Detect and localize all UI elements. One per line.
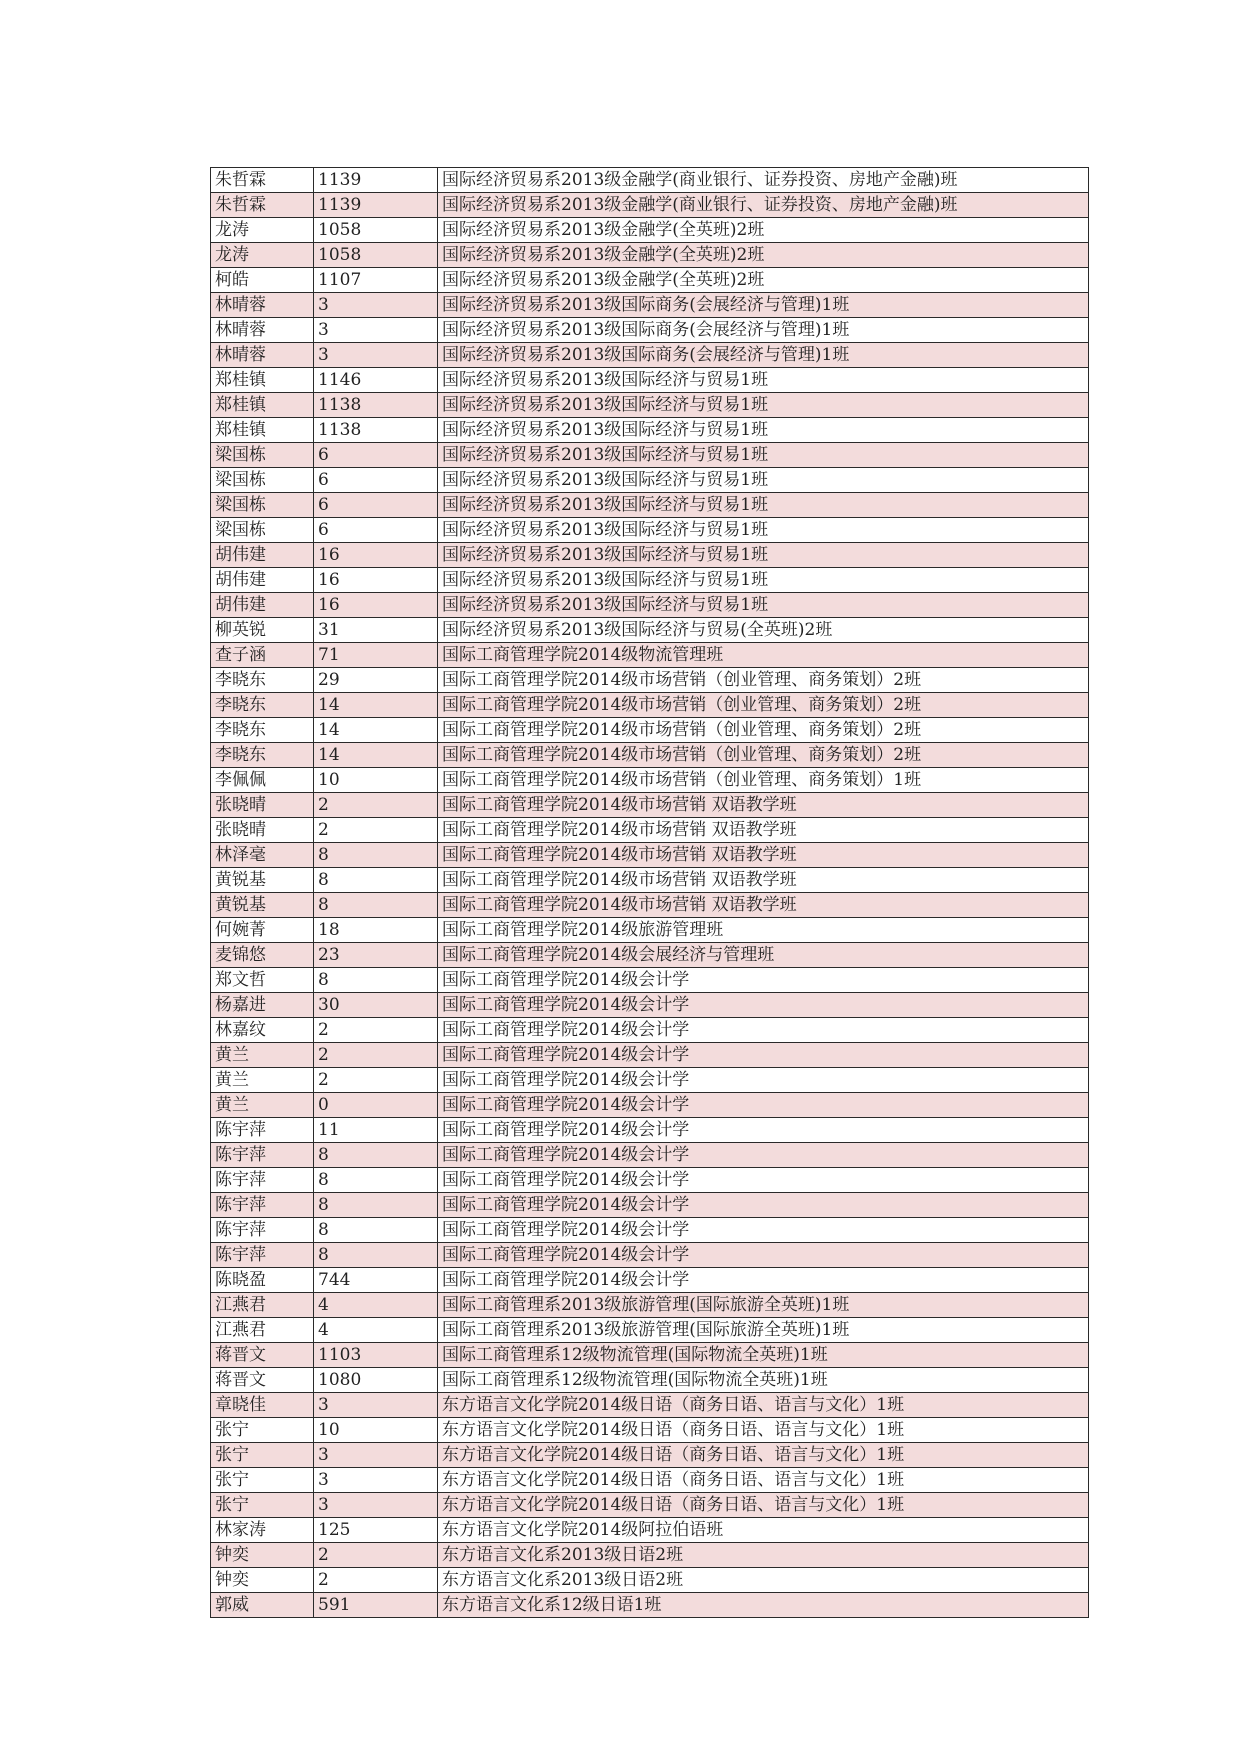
class-cell: 国际经济贸易系2013级国际经济与贸易1班 xyxy=(438,468,1089,493)
class-cell: 国际工商管理学院2014级会计学 xyxy=(438,1193,1089,1218)
name-cell: 龙涛 xyxy=(211,218,314,243)
table-row xyxy=(211,1593,1089,1618)
number-cell: 3 xyxy=(314,1468,438,1493)
name-cell: 杨嘉进 xyxy=(211,993,314,1018)
name-cell: 张宁 xyxy=(211,1443,314,1468)
name-cell: 李晓东 xyxy=(211,693,314,718)
table-row xyxy=(211,293,1089,318)
number-cell: 8 xyxy=(314,1193,438,1218)
number-cell: 6 xyxy=(314,468,438,493)
table-row xyxy=(211,1393,1089,1418)
table-row xyxy=(211,1518,1089,1543)
number-cell: 3 xyxy=(314,1393,438,1418)
table-row xyxy=(211,468,1089,493)
number-cell: 0 xyxy=(314,1093,438,1118)
class-cell: 东方语言文化学院2014级日语（商务日语、语言与文化）1班 xyxy=(438,1468,1089,1493)
table-row xyxy=(211,168,1089,193)
table-row xyxy=(211,993,1089,1018)
class-cell: 国际工商管理学院2014级市场营销 双语教学班 xyxy=(438,818,1089,843)
table-row xyxy=(211,893,1089,918)
name-cell: 柳英锐 xyxy=(211,618,314,643)
class-cell: 国际工商管理学院2014级市场营销（创业管理、商务策划）2班 xyxy=(438,668,1089,693)
number-cell: 2 xyxy=(314,1068,438,1093)
name-cell: 陈宇萍 xyxy=(211,1193,314,1218)
class-cell: 国际工商管理学院2014级会计学 xyxy=(438,1093,1089,1118)
table-row xyxy=(211,743,1089,768)
class-cell: 国际工商管理学院2014级会计学 xyxy=(438,993,1089,1018)
table-row xyxy=(211,1493,1089,1518)
number-cell: 1139 xyxy=(314,193,438,218)
class-cell: 国际经济贸易系2013级国际经济与贸易(全英班)2班 xyxy=(438,618,1089,643)
class-cell: 东方语言文化系12级日语1班 xyxy=(438,1593,1089,1618)
name-cell: 张晓晴 xyxy=(211,793,314,818)
class-cell: 国际工商管理学院2014级会展经济与管理班 xyxy=(438,943,1089,968)
table-row xyxy=(211,943,1089,968)
table-row xyxy=(211,368,1089,393)
name-cell: 黄锐基 xyxy=(211,868,314,893)
class-cell: 国际经济贸易系2013级国际经济与贸易1班 xyxy=(438,568,1089,593)
table-row xyxy=(211,1443,1089,1468)
number-cell: 1138 xyxy=(314,418,438,443)
class-cell: 国际工商管理学院2014级旅游管理班 xyxy=(438,918,1089,943)
number-cell: 23 xyxy=(314,943,438,968)
name-cell: 黄兰 xyxy=(211,1093,314,1118)
number-cell: 10 xyxy=(314,768,438,793)
name-cell: 柯皓 xyxy=(211,268,314,293)
number-cell: 14 xyxy=(314,718,438,743)
number-cell: 8 xyxy=(314,843,438,868)
name-cell: 龙涛 xyxy=(211,243,314,268)
class-cell: 国际工商管理学院2014级市场营销（创业管理、商务策划）2班 xyxy=(438,693,1089,718)
number-cell: 2 xyxy=(314,1568,438,1593)
name-cell: 郑文哲 xyxy=(211,968,314,993)
class-cell: 国际经济贸易系2013级国际经济与贸易1班 xyxy=(438,418,1089,443)
name-cell: 章晓佳 xyxy=(211,1393,314,1418)
number-cell: 2 xyxy=(314,818,438,843)
class-cell: 国际经济贸易系2013级金融学(全英班)2班 xyxy=(438,218,1089,243)
table-row xyxy=(211,218,1089,243)
class-cell: 国际工商管理系12级物流管理(国际物流全英班)1班 xyxy=(438,1343,1089,1368)
number-cell: 3 xyxy=(314,318,438,343)
table-row xyxy=(211,318,1089,343)
table-row xyxy=(211,1043,1089,1068)
number-cell: 14 xyxy=(314,743,438,768)
class-cell: 国际经济贸易系2013级金融学(商业银行、证券投资、房地产金融)班 xyxy=(438,168,1089,193)
table-row xyxy=(211,768,1089,793)
table-row xyxy=(211,1343,1089,1368)
name-cell: 黄兰 xyxy=(211,1043,314,1068)
name-cell: 黄兰 xyxy=(211,1068,314,1093)
number-cell: 16 xyxy=(314,543,438,568)
name-cell: 郭威 xyxy=(211,1593,314,1618)
number-cell: 1103 xyxy=(314,1343,438,1368)
number-cell: 18 xyxy=(314,918,438,943)
class-cell: 东方语言文化学院2014级日语（商务日语、语言与文化）1班 xyxy=(438,1393,1089,1418)
class-cell: 东方语言文化系2013级日语2班 xyxy=(438,1568,1089,1593)
table-row xyxy=(211,1243,1089,1268)
table-row xyxy=(211,843,1089,868)
table-row xyxy=(211,543,1089,568)
number-cell: 125 xyxy=(314,1518,438,1543)
name-cell: 林家涛 xyxy=(211,1518,314,1543)
number-cell: 8 xyxy=(314,868,438,893)
class-cell: 国际经济贸易系2013级国际商务(会展经济与管理)1班 xyxy=(438,343,1089,368)
number-cell: 4 xyxy=(314,1318,438,1343)
number-cell: 8 xyxy=(314,1168,438,1193)
name-cell: 郑桂镇 xyxy=(211,418,314,443)
number-cell: 1058 xyxy=(314,218,438,243)
number-cell: 2 xyxy=(314,1043,438,1068)
name-cell: 张宁 xyxy=(211,1493,314,1518)
name-cell: 陈晓盈 xyxy=(211,1268,314,1293)
name-cell: 麦锦悠 xyxy=(211,943,314,968)
class-cell: 国际经济贸易系2013级国际经济与贸易1班 xyxy=(438,393,1089,418)
number-cell: 3 xyxy=(314,1493,438,1518)
number-cell: 8 xyxy=(314,893,438,918)
number-cell: 1107 xyxy=(314,268,438,293)
class-cell: 东方语言文化学院2014级阿拉伯语班 xyxy=(438,1518,1089,1543)
table-row xyxy=(211,1418,1089,1443)
table-row xyxy=(211,1093,1089,1118)
name-cell: 江燕君 xyxy=(211,1318,314,1343)
name-cell: 梁国栋 xyxy=(211,443,314,468)
table-row xyxy=(211,868,1089,893)
table-row xyxy=(211,1268,1089,1293)
table-row xyxy=(211,1118,1089,1143)
class-cell: 国际工商管理学院2014级会计学 xyxy=(438,1268,1089,1293)
class-cell: 国际经济贸易系2013级金融学(全英班)2班 xyxy=(438,243,1089,268)
class-cell: 东方语言文化学院2014级日语（商务日语、语言与文化）1班 xyxy=(438,1418,1089,1443)
name-cell: 朱哲霖 xyxy=(211,193,314,218)
name-cell: 梁国栋 xyxy=(211,493,314,518)
name-cell: 黄锐基 xyxy=(211,893,314,918)
table-row xyxy=(211,1368,1089,1393)
class-cell: 国际工商管理学院2014级市场营销 双语教学班 xyxy=(438,893,1089,918)
class-cell: 国际经济贸易系2013级金融学(全英班)2班 xyxy=(438,268,1089,293)
table-row xyxy=(211,818,1089,843)
table-row xyxy=(211,268,1089,293)
class-cell: 国际工商管理学院2014级市场营销（创业管理、商务策划）2班 xyxy=(438,743,1089,768)
name-cell: 张晓晴 xyxy=(211,818,314,843)
class-cell: 国际经济贸易系2013级国际经济与贸易1班 xyxy=(438,518,1089,543)
table-row xyxy=(211,918,1089,943)
name-cell: 林晴蓉 xyxy=(211,343,314,368)
number-cell: 591 xyxy=(314,1593,438,1618)
student-table-body xyxy=(211,168,1089,1618)
name-cell: 何婉菁 xyxy=(211,918,314,943)
number-cell: 1146 xyxy=(314,368,438,393)
name-cell: 郑桂镇 xyxy=(211,393,314,418)
table-row xyxy=(211,1193,1089,1218)
table-row xyxy=(211,1568,1089,1593)
name-cell: 胡伟建 xyxy=(211,543,314,568)
table-row xyxy=(211,193,1089,218)
name-cell: 陈宇萍 xyxy=(211,1118,314,1143)
name-cell: 钟奕 xyxy=(211,1568,314,1593)
number-cell: 16 xyxy=(314,568,438,593)
name-cell: 李佩佩 xyxy=(211,768,314,793)
table-row xyxy=(211,968,1089,993)
name-cell: 梁国栋 xyxy=(211,468,314,493)
class-cell: 国际工商管理系2013级旅游管理(国际旅游全英班)1班 xyxy=(438,1293,1089,1318)
name-cell: 郑桂镇 xyxy=(211,368,314,393)
name-cell: 李晓东 xyxy=(211,718,314,743)
table-row xyxy=(211,643,1089,668)
number-cell: 6 xyxy=(314,518,438,543)
class-cell: 东方语言文化学院2014级日语（商务日语、语言与文化）1班 xyxy=(438,1443,1089,1468)
class-cell: 国际工商管理系2013级旅游管理(国际旅游全英班)1班 xyxy=(438,1318,1089,1343)
number-cell: 1139 xyxy=(314,168,438,193)
class-cell: 国际经济贸易系2013级国际经济与贸易1班 xyxy=(438,443,1089,468)
name-cell: 陈宇萍 xyxy=(211,1218,314,1243)
table-row xyxy=(211,693,1089,718)
number-cell: 2 xyxy=(314,793,438,818)
table-row xyxy=(211,1143,1089,1168)
class-cell: 国际经济贸易系2013级国际商务(会展经济与管理)1班 xyxy=(438,318,1089,343)
number-cell: 31 xyxy=(314,618,438,643)
class-cell: 国际工商管理系12级物流管理(国际物流全英班)1班 xyxy=(438,1368,1089,1393)
class-cell: 国际工商管理学院2014级会计学 xyxy=(438,1043,1089,1068)
class-cell: 国际工商管理学院2014级会计学 xyxy=(438,1218,1089,1243)
name-cell: 梁国栋 xyxy=(211,518,314,543)
name-cell: 林晴蓉 xyxy=(211,293,314,318)
table-row xyxy=(211,343,1089,368)
number-cell: 8 xyxy=(314,1243,438,1268)
class-cell: 国际经济贸易系2013级国际经济与贸易1班 xyxy=(438,493,1089,518)
name-cell: 林泽毫 xyxy=(211,843,314,868)
table-row xyxy=(211,493,1089,518)
name-cell: 张宁 xyxy=(211,1418,314,1443)
name-cell: 张宁 xyxy=(211,1468,314,1493)
class-cell: 东方语言文化系2013级日语2班 xyxy=(438,1543,1089,1568)
name-cell: 胡伟建 xyxy=(211,593,314,618)
class-cell: 国际工商管理学院2014级物流管理班 xyxy=(438,643,1089,668)
class-cell: 国际工商管理学院2014级会计学 xyxy=(438,1143,1089,1168)
table-row xyxy=(211,1018,1089,1043)
class-cell: 国际工商管理学院2014级会计学 xyxy=(438,968,1089,993)
class-cell: 国际工商管理学院2014级市场营销（创业管理、商务策划）1班 xyxy=(438,768,1089,793)
table-row xyxy=(211,593,1089,618)
name-cell: 李晓东 xyxy=(211,743,314,768)
class-cell: 国际经济贸易系2013级国际经济与贸易1班 xyxy=(438,593,1089,618)
name-cell: 朱哲霖 xyxy=(211,168,314,193)
name-cell: 陈宇萍 xyxy=(211,1143,314,1168)
number-cell: 3 xyxy=(314,1443,438,1468)
number-cell: 2 xyxy=(314,1543,438,1568)
table-row xyxy=(211,1218,1089,1243)
table-row xyxy=(211,1543,1089,1568)
name-cell: 江燕君 xyxy=(211,1293,314,1318)
class-cell: 国际工商管理学院2014级市场营销 双语教学班 xyxy=(438,843,1089,868)
table-row xyxy=(211,668,1089,693)
number-cell: 6 xyxy=(314,443,438,468)
number-cell: 1080 xyxy=(314,1368,438,1393)
number-cell: 14 xyxy=(314,693,438,718)
name-cell: 陈宇萍 xyxy=(211,1243,314,1268)
table-row xyxy=(211,1168,1089,1193)
name-cell: 李晓东 xyxy=(211,668,314,693)
table-row xyxy=(211,568,1089,593)
table-row xyxy=(211,1468,1089,1493)
class-cell: 东方语言文化学院2014级日语（商务日语、语言与文化）1班 xyxy=(438,1493,1089,1518)
number-cell: 29 xyxy=(314,668,438,693)
table-row xyxy=(211,1318,1089,1343)
table-row xyxy=(211,618,1089,643)
number-cell: 2 xyxy=(314,1018,438,1043)
name-cell: 蒋晋文 xyxy=(211,1343,314,1368)
name-cell: 查子涵 xyxy=(211,643,314,668)
table-row xyxy=(211,1068,1089,1093)
name-cell: 钟奕 xyxy=(211,1543,314,1568)
number-cell: 8 xyxy=(314,968,438,993)
class-cell: 国际工商管理学院2014级会计学 xyxy=(438,1118,1089,1143)
class-cell: 国际经济贸易系2013级国际商务(会展经济与管理)1班 xyxy=(438,293,1089,318)
number-cell: 1058 xyxy=(314,243,438,268)
table-row xyxy=(211,443,1089,468)
table-row xyxy=(211,393,1089,418)
number-cell: 71 xyxy=(314,643,438,668)
name-cell: 陈宇萍 xyxy=(211,1168,314,1193)
number-cell: 3 xyxy=(314,343,438,368)
table-row xyxy=(211,718,1089,743)
number-cell: 8 xyxy=(314,1218,438,1243)
name-cell: 胡伟建 xyxy=(211,568,314,593)
class-cell: 国际工商管理学院2014级市场营销 双语教学班 xyxy=(438,868,1089,893)
table-row xyxy=(211,418,1089,443)
class-cell: 国际经济贸易系2013级国际经济与贸易1班 xyxy=(438,543,1089,568)
number-cell: 6 xyxy=(314,493,438,518)
table-row xyxy=(211,243,1089,268)
number-cell: 16 xyxy=(314,593,438,618)
number-cell: 8 xyxy=(314,1143,438,1168)
class-cell: 国际工商管理学院2014级市场营销 双语教学班 xyxy=(438,793,1089,818)
number-cell: 3 xyxy=(314,293,438,318)
table-row xyxy=(211,793,1089,818)
class-cell: 国际工商管理学院2014级会计学 xyxy=(438,1068,1089,1093)
number-cell: 10 xyxy=(314,1418,438,1443)
number-cell: 30 xyxy=(314,993,438,1018)
class-cell: 国际工商管理学院2014级会计学 xyxy=(438,1018,1089,1043)
class-cell: 国际经济贸易系2013级金融学(商业银行、证券投资、房地产金融)班 xyxy=(438,193,1089,218)
table-row xyxy=(211,518,1089,543)
number-cell: 1138 xyxy=(314,393,438,418)
class-cell: 国际工商管理学院2014级会计学 xyxy=(438,1168,1089,1193)
class-cell: 国际工商管理学院2014级市场营销（创业管理、商务策划）2班 xyxy=(438,718,1089,743)
student-table xyxy=(210,167,1089,1618)
class-cell: 国际工商管理学院2014级会计学 xyxy=(438,1243,1089,1268)
table-row xyxy=(211,1293,1089,1318)
name-cell: 林嘉纹 xyxy=(211,1018,314,1043)
name-cell: 蒋晋文 xyxy=(211,1368,314,1393)
number-cell: 4 xyxy=(314,1293,438,1318)
class-cell: 国际经济贸易系2013级国际经济与贸易1班 xyxy=(438,368,1089,393)
name-cell: 林晴蓉 xyxy=(211,318,314,343)
number-cell: 744 xyxy=(314,1268,438,1293)
number-cell: 11 xyxy=(314,1118,438,1143)
